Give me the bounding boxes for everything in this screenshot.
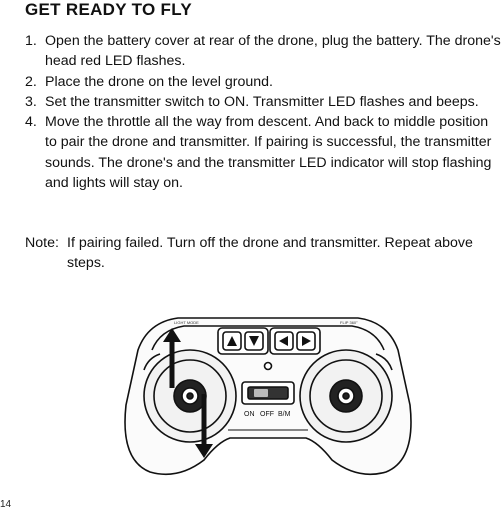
instruction-steps bbox=[25, 31, 503, 193]
left-stick bbox=[144, 350, 236, 442]
led-indicator bbox=[265, 363, 272, 370]
note-text: If pairing failed. Turn off the drone and transmitter. Repeat above steps. bbox=[67, 235, 473, 272]
step-3 bbox=[25, 92, 503, 112]
switch-label-on: ON bbox=[244, 411, 255, 418]
step-4 bbox=[25, 112, 503, 193]
step-number: 4. bbox=[25, 114, 37, 131]
step-number: 3. bbox=[25, 93, 37, 110]
light-mode-label: LIGHT MODE bbox=[174, 320, 199, 325]
trim-buttons-right bbox=[270, 328, 320, 354]
power-switch bbox=[242, 382, 294, 404]
transmitter-illustration bbox=[118, 310, 418, 480]
page-number: 14 bbox=[0, 499, 12, 510]
step-1 bbox=[25, 31, 503, 72]
step-number: 1. bbox=[25, 33, 37, 49]
note bbox=[25, 233, 503, 274]
step-text: Move the throttle all the way from descent. And back to middle position to pair the drone and transmitter. If pairing is successful, the transmitter sounds. The drone's and the transmitter LED indicator will stop flashing and lights will stay on. bbox=[45, 114, 492, 192]
step-text: Set the transmitter switch to ON. Transmitter LED flashes and beeps. bbox=[45, 93, 479, 110]
step-number: 2. bbox=[25, 73, 37, 90]
step-text: Open the battery cover at rear of the drone, plug the battery. The drone's head red LED flashes. bbox=[45, 33, 501, 70]
right-stick bbox=[300, 350, 392, 442]
flip-label: FLIP 360° bbox=[340, 320, 358, 325]
trim-buttons-left bbox=[218, 328, 268, 354]
switch-label-off: OFF bbox=[260, 411, 274, 418]
page-title: GET READY TO FLY bbox=[25, 0, 192, 19]
note-label: Note: bbox=[25, 235, 59, 251]
step-text: Place the drone on the level ground. bbox=[45, 73, 273, 90]
switch-label-bm: B/M bbox=[278, 411, 291, 418]
step-2 bbox=[25, 72, 503, 92]
